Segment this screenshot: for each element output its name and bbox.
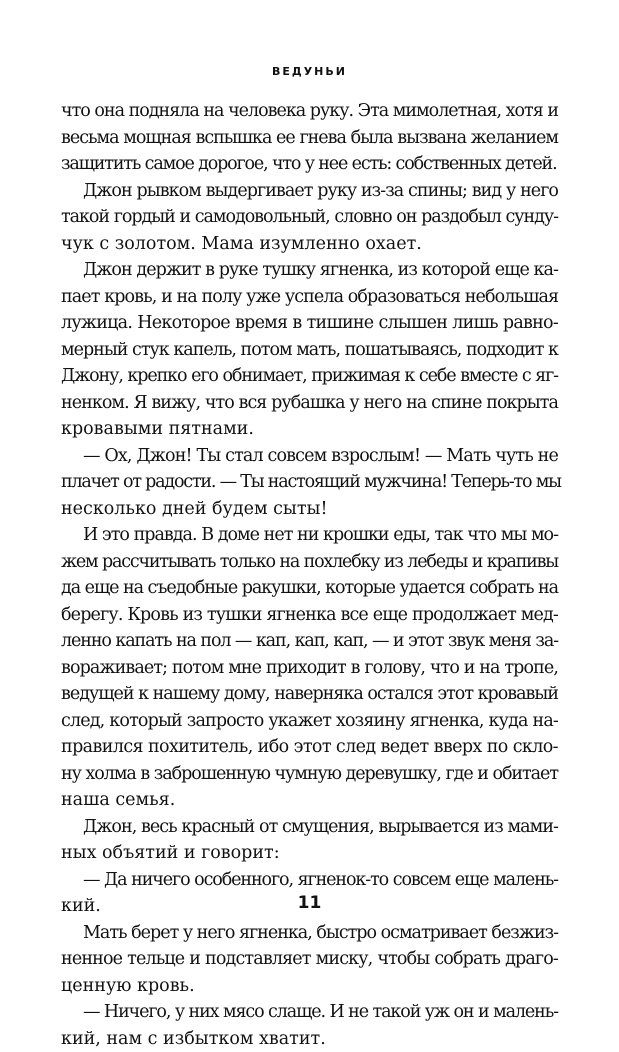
text-line: лужица. Некоторое время в тишине слышен лишь равно- <box>61 310 558 337</box>
text-line: плачет от радости. — Ты настоящий мужчина! Теперь-то мы <box>61 469 558 496</box>
text-line: Джон рывком выдергивает руку из-за спины; вид у него <box>61 178 558 205</box>
text-line: — Ничего, у них мясо слаще. И не такой уж он и малень- <box>61 999 558 1026</box>
text-line: берегу. Кровь из тушки ягненка все еще продолжает мед- <box>61 602 558 629</box>
running-header: ВЕДУНЬИ <box>0 65 619 78</box>
text-line: мерный стук капель, потом мать, пошатываясь, подходит к <box>61 337 558 364</box>
text-line: что она подняла на человека руку. Эта мимолетная, хотя и <box>61 98 558 125</box>
text-line: ленно капать на пол — кап, кап, кап, — и этот звук меня за- <box>61 628 558 655</box>
text-line: жем рассчитывать только на похлебку из лебеды и крапивы <box>61 549 558 576</box>
text-line: ненное тельце и подставляет миску, чтобы собрать драго- <box>61 946 558 973</box>
text-line: И это правда. В доме нет ни крошки еды, так что мы мо- <box>61 522 558 549</box>
text-line: да еще на съедобные ракушки, которые удается собрать на <box>61 575 558 602</box>
page-number: 11 <box>0 893 619 913</box>
text-line: Джон держит в руке тушку ягненка, из которой еще ка- <box>61 257 558 284</box>
text-line: пает кровь, и на полу уже успела образоваться небольшая <box>61 284 558 311</box>
text-line: несколько дней будем сыты! <box>61 496 558 523</box>
text-line: Джон, весь красный от смущения, вырывается из мами- <box>61 814 558 841</box>
text-line: такой гордый и самодовольный, словно он раздобыл сунду- <box>61 204 558 231</box>
text-line: кровавыми пятнами. <box>61 416 558 443</box>
text-line: ненком. Я вижу, что вся рубашка у него на спине покрыта <box>61 390 558 417</box>
text-line: ных объятий и говорит: <box>61 840 558 867</box>
text-line: правился похититель, ибо этот след ведет вверх по скло- <box>61 734 558 761</box>
text-line: чук с золотом. Мама изумленно охает. <box>61 231 558 258</box>
text-line: кий, нам с избытком хватит. <box>61 1026 558 1052</box>
text-line: защитить самое дорогое, что у нее есть: собственных детей. <box>61 151 558 178</box>
text-line: весьма мощная вспышка ее гнева была вызвана желанием <box>61 125 558 152</box>
text-line: кий. <box>61 893 558 920</box>
text-line: Мать берет у него ягненка, быстро осматривает безжиз- <box>61 920 558 947</box>
text-line: ведущей к нашему дому, наверняка остался этот кровавый <box>61 681 558 708</box>
text-line: ну холма в заброшенную чумную деревушку, где и обитает <box>61 761 558 788</box>
text-line: вораживает; потом мне приходит в голову, что и на тропе, <box>61 655 558 682</box>
text-line: Джону, крепко его обнимает, прижимая к себе вместе с яг- <box>61 363 558 390</box>
text-line: — Ох, Джон! Ты стал совсем взрослым! — Мать чуть не <box>61 443 558 470</box>
text-line: — Да ничего особенного, ягненок-то совсем еще малень- <box>61 867 558 894</box>
text-line: след, который запросто укажет хозяину ягненка, куда на- <box>61 708 558 735</box>
text-line: наша семья. <box>61 787 558 814</box>
text-line: ценную кровь. <box>61 973 558 1000</box>
